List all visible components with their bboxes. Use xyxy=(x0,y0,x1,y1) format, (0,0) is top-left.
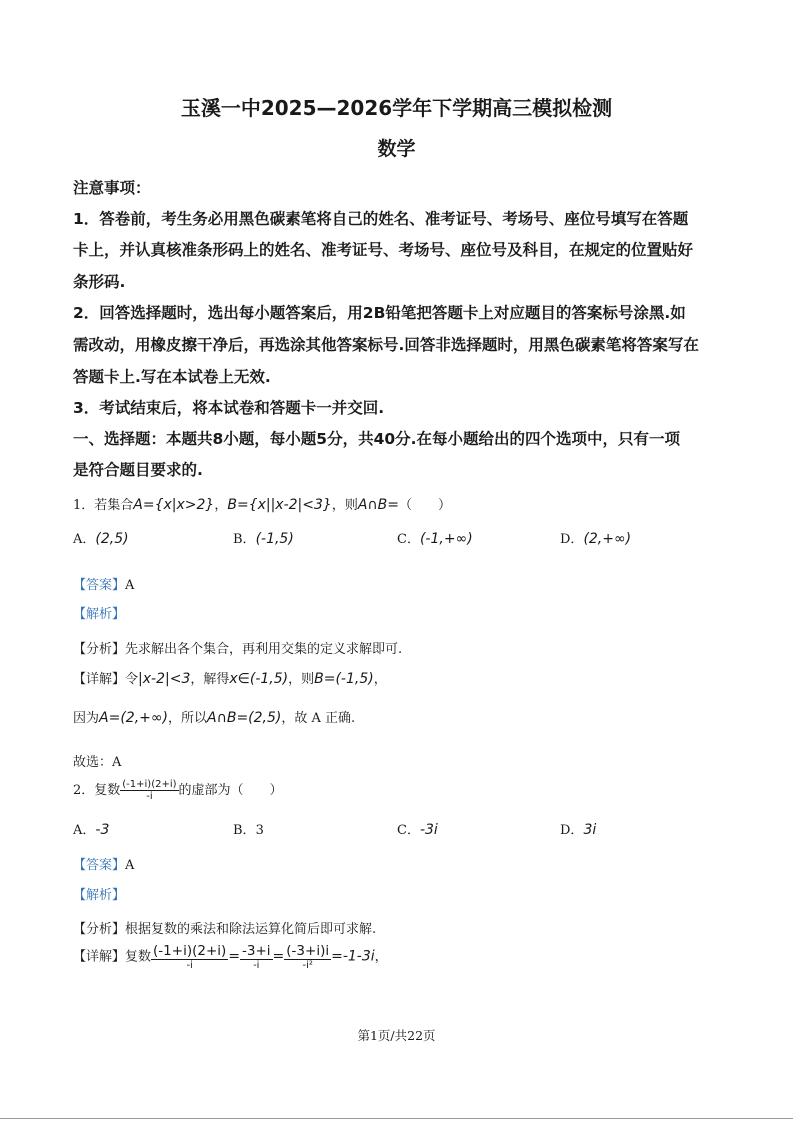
q1-choose: 故选：A xyxy=(73,755,122,770)
q1-xiangjie: 【详解】令|x-2|<3，解得x∈(-1,5)，则B=(-1,5)， xyxy=(73,671,387,687)
q1-option-c: C．(-1,+∞) xyxy=(397,531,473,547)
q2-xiangjie: 【详解】复数 $\frac{(-1+i)(2+i)}{-i}$ = $\frac{-3+i}{-i}$ = $\frac{(-3+i)i}{\text{-i²}}$ =-1-3i， xyxy=(73,943,388,971)
section-1-line-2: 是符合题目要求的. xyxy=(73,461,203,479)
q1-set-a: A={x|x>2} xyxy=(133,497,215,513)
q2-option-b: B．3 xyxy=(233,823,264,838)
q1-sep: ， xyxy=(214,498,228,513)
notice-heading: 注意事项： xyxy=(73,179,151,197)
q2-fraction-1: $\frac{(-1+i)(2+i)}{-i}$ xyxy=(153,943,227,971)
q1-option-b: B．(-1,5) xyxy=(233,531,294,547)
q2-analysis-tag: 【解析】 xyxy=(73,888,126,903)
q2-option-a: A．-3 xyxy=(73,822,110,838)
notice-item-1-line-2: 卡上，并认真核准条形码上的姓名、准考证号、考场号、座位号及科目，在规定的位置贴好 xyxy=(73,241,694,259)
q2-option-d: D．3i xyxy=(560,822,597,838)
q2-fraction-3: $\frac{(-3+i)i}{\text{-i²}}$ xyxy=(286,943,330,971)
notice-item-2-line-2: 需改动，用橡皮擦干净后，再选涂其他答案标号.回答非选择题时，用黑色碳素笔将答案写在 xyxy=(73,336,699,354)
subject-title: 数学 xyxy=(377,138,416,160)
notice-item-1-line-1: 1．答卷前，考生务必用黑色碳素笔将自己的姓名、准考证号、考场号、座位号填写在答题 xyxy=(73,210,689,228)
q1-fenxi: 【分析】先求解出各个集合，再利用交集的定义求解即可. xyxy=(73,642,403,657)
q1-answer: 【答案】A xyxy=(73,578,135,593)
notice-item-3: 3．考试结束后，将本试卷和答题卡一并交回. xyxy=(73,399,385,417)
q1-analysis-tag: 【解析】 xyxy=(73,607,126,622)
q1-option-a: A．(2,5) xyxy=(73,531,129,547)
q1-option-d: D．(2,+∞) xyxy=(560,531,632,547)
notice-item-1-line-3: 条形码. xyxy=(73,273,126,291)
question-2-stem: 2．复数 $\frac{(-1+i)(2+i)}{-i}$ 的虚部为（ ） xyxy=(73,779,283,802)
q1-then: ，则 xyxy=(331,498,358,513)
q2-fenxi: 【分析】根据复数的乘法和除法运算化简后即可求解. xyxy=(73,922,377,937)
q2-answer: 【答案】A xyxy=(73,858,135,873)
notice-item-2-line-1: 2．回答选择题时，选出每小题答案后，用2B铅笔把答题卡上对应题目的答案标号涂黑.如 xyxy=(73,304,686,322)
q1-because: 因为A=(2,+∞)，所以A∩B=(2,5)，故 A 正确. xyxy=(73,710,356,726)
q1-ask: A∩B= xyxy=(357,497,399,513)
exam-title: 玉溪一中2025—2026学年下学期高三模拟检测 xyxy=(180,96,613,120)
question-1-stem xyxy=(73,494,451,513)
page-footer: 第1页/共22页 xyxy=(357,1028,436,1043)
bottom-divider xyxy=(0,1118,793,1119)
q1-prefix: 1．若集合 xyxy=(73,498,134,513)
q2-fraction-2: $\frac{-3+i}{-i}$ xyxy=(242,943,271,971)
section-1-line-1: 一、选择题：本题共8小题，每小题5分，共40分.在每小题给出的四个选项中，只有一项 xyxy=(73,430,681,448)
notice-item-2-line-3: 答题卡上.写在本试卷上无效. xyxy=(73,368,271,386)
q1-paren: （ ） xyxy=(399,498,452,513)
q2-stem-fraction: $\frac{(-1+i)(2+i)}{-i}$ xyxy=(122,779,177,802)
q2-option-c: C．-3i xyxy=(397,822,438,838)
q1-set-b: B={x||x-2|<3} xyxy=(227,497,332,513)
